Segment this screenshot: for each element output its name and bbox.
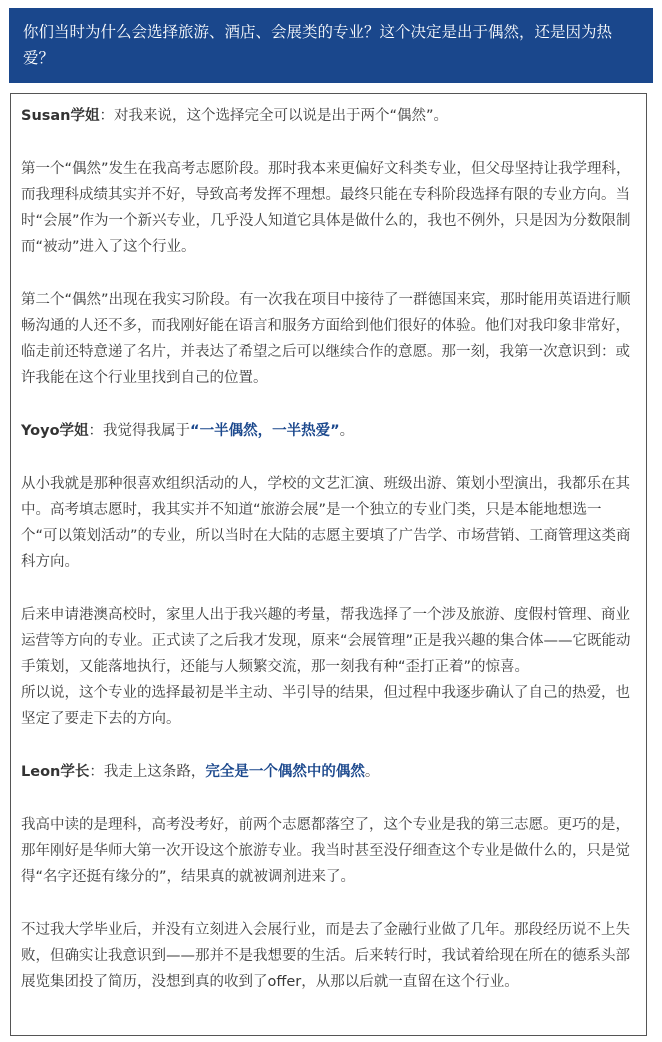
question-banner (9, 8, 653, 83)
question-text: 你们当时为什么会选择旅游、酒店、会展类的专业？这个决定是出于偶然，还是因为热爱？ (23, 23, 613, 67)
yoyo-intro: Yoyo学姐：我觉得我属于“一半偶然，一半热爱”。 (21, 423, 355, 439)
yoyo-paragraph-3: 所以说，这个专业的选择最初是半主动、半引导的结果，但过程中我逐步确认了自己的热爱，也坚定了要走下去的方向。 (21, 685, 630, 727)
susan-paragraph-2: 第二个“偶然”出现在我实习阶段。有一次我在项目中接待了一群德国来宾，那时能用英语进行顺畅沟通的人还不多，而我刚好能在语言和服务方面给到他们很好的体验。他们对我印象非常好，临走前还特意递了名片，并表达了希望之后可以继续合作的意愿。那一刻，我第一次意识到：或许我能在这个行业里找到自己的位置。 (21, 292, 631, 386)
speaker-leon: Leon学长 (21, 764, 90, 780)
leon-intro: Leon学长：我走上这条路，完全是一个偶然中的偶然。 (21, 764, 380, 780)
yoyo-highlight: “一半偶然，一半热爱” (190, 423, 340, 439)
leon-paragraph-2: 不过我大学毕业后，并没有立刻进入会展行业，而是去了金融行业做了几年。那段经历说不上失败，但确实让我意识到——那并不是我想要的生活。后来转行时，我试着给现在所在的德系头部展览集团投了简历，没想到真的收到了offer，从那以后就一直留在这个行业。 (21, 922, 630, 990)
answer-box (10, 93, 647, 1036)
susan-paragraph-1: 第一个“偶然”发生在我高考志愿阶段。那时我本来更偏好文科类专业，但父母坚持让我学理科，而我理科成绩其实并不好，导致高考发挥不理想。最终只能在专科阶段选择有限的专业方向。当时“会展”作为一个新兴专业，几乎没人知道它具体是做什么的，我也不例外，只是因为分数限制而“被动”进入了这个行业。 (21, 161, 631, 255)
yoyo-paragraph-2: 后来申请港澳高校时，家里人出于我兴趣的考量，帮我选择了一个涉及旅游、度假村管理、商业运营等方向的专业。正式读了之后我才发现，原来“会展管理”正是我兴趣的集合体——它既能动手策划，又能落地执行，还能与人频繁交流，那一刻我有种“歪打正着”的惊喜。 (21, 607, 631, 675)
leon-highlight: 完全是一个偶然中的偶然 (205, 764, 365, 780)
speaker-susan: Susan学姐 (21, 108, 100, 124)
yoyo-paragraph-1: 从小我就是那种很喜欢组织活动的人，学校的文艺汇演、班级出游、策划小型演出，我都乐在其中。高考填志愿时，我其实并不知道“旅游会展”是一个独立的专业门类，只是本能地想选一个“可以策划活动”的专业，所以当时在大陆的志愿主要填了广告学、市场营销、工商管理这类商科方向。 (21, 476, 631, 570)
speaker-yoyo: Yoyo学姐 (21, 423, 89, 439)
susan-intro: Susan学姐：对我来说，这个选择完全可以说是出于两个“偶然”。 (21, 108, 449, 124)
leon-paragraph-1: 我高中读的是理科，高考没考好，前两个志愿都落空了，这个专业是我的第三志愿。更巧的是，那年刚好是华师大第一次开设这个旅游专业。我当时甚至没仔细查这个专业是做什么的，只是觉得“名字还挺有缘分的”，结果真的就被调剂进来了。 (21, 817, 630, 885)
